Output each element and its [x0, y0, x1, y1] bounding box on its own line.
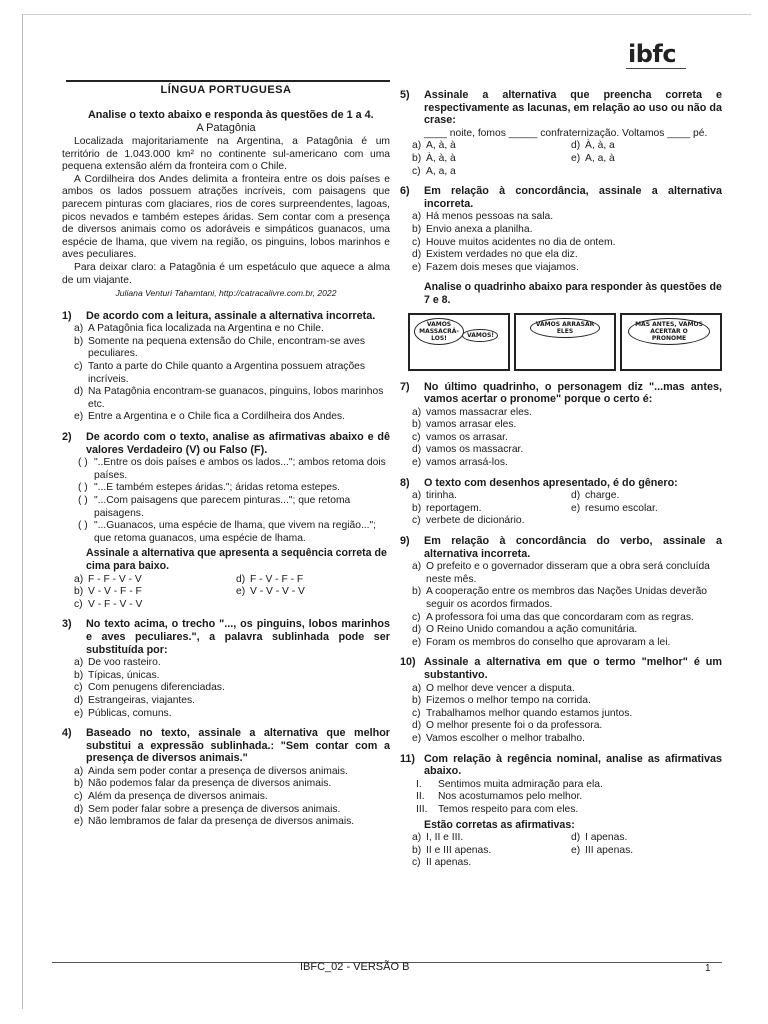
- option[interactable]: b) Envio anexa a planilha.: [412, 223, 533, 235]
- option[interactable]: c) A, a, a: [412, 165, 456, 177]
- options-grid: [62, 574, 390, 612]
- option[interactable]: e) III apenas.: [571, 844, 634, 856]
- passage-paragraph: Para deixar claro: a Patagônia é um espetáculo que aquece a alma de um viajante.: [62, 261, 390, 286]
- question-number: 1): [62, 309, 72, 322]
- option[interactable]: e) Fazem dois meses que viajamos.: [412, 261, 579, 273]
- option[interactable]: c) V - F - V - V: [74, 598, 143, 610]
- question-8: [400, 477, 722, 528]
- question-text: Assinale a alternativa em que o termo "melhor" é um substantivo.: [424, 656, 722, 681]
- question-text: No último quadrinho, o personagem diz "...mas antes, vamos acertar o pronome" porque o certo é:: [424, 380, 722, 406]
- statement: ( ) "...E também estepes áridas."; áridas retoma estepes.: [78, 482, 340, 494]
- footer-version: IBFC_02 - VERSÃO B: [300, 961, 410, 973]
- option[interactable]: a) Há menos pessoas na sala.: [412, 211, 554, 223]
- passage-title: A Patagônia: [196, 122, 256, 135]
- question-number: 7): [400, 380, 410, 393]
- speech-bubble: VAMOS!: [462, 329, 498, 342]
- option[interactable]: e) Públicas, comuns.: [74, 707, 172, 719]
- option[interactable]: a) A Patagônia fica localizada na Argentina e no Chile.: [74, 323, 324, 335]
- question-number: 8): [400, 476, 410, 489]
- option[interactable]: b) Fizemos o melhor tempo na corrida.: [412, 695, 591, 707]
- question-5: [400, 89, 722, 178]
- option[interactable]: c) Trabalhamos melhor quando estamos juntos.: [412, 707, 633, 719]
- option[interactable]: e) Vamos escolher o melhor trabalho.: [412, 732, 585, 744]
- question-10: [400, 656, 722, 745]
- option[interactable]: d) F - V - F - F: [236, 573, 304, 585]
- option[interactable]: a) Ainda sem poder contar a presença de diversos animais.: [74, 765, 348, 777]
- question-2: [62, 431, 390, 611]
- option[interactable]: a) De voo rasteiro.: [74, 657, 161, 669]
- question-number: 10): [400, 656, 416, 669]
- statement: ( ) "..Entre os dois países e ambos os lados..."; ambos retoma dois países.: [78, 457, 386, 481]
- option[interactable]: d) À, à, a: [571, 140, 615, 152]
- option[interactable]: c) Além da presença de diversos animais.: [74, 791, 268, 803]
- question-number: 3): [62, 618, 72, 631]
- statement: II. Nos acostumamos pelo melhor.: [416, 791, 583, 803]
- question-3: [62, 618, 390, 720]
- question-text: No texto acima, o trecho "..., os pinguins, lobos marinhos e aves peculiares.", a palavra sublinhada pode ser substituída por:: [86, 618, 390, 656]
- question-number: 9): [400, 535, 410, 548]
- question-11: [400, 753, 722, 870]
- passage-paragraph: A Cordilheira dos Andes delimita a fronteira entre os dois países e ambos os lados possuem atrações incríveis, com paisagens que parecem pinturas com glaciares, rios de cores surpreendentes, lagoas, picos nevados e também estepes áridas. Sem contar com a presença de diversos animais como os adoráveis e simpáticos guanacos, uma espécie de lhama, que vivem na região, os pinguins, lobos marinhos e aves peculiares.: [62, 173, 390, 261]
- option[interactable]: a) I, II e III.: [412, 832, 464, 844]
- question-number: 5): [400, 89, 410, 101]
- option[interactable]: b) A cooperação entre os membros das Nações Unidas deverão seguir os acordos firmados.: [412, 586, 708, 610]
- logo-underline: [626, 68, 686, 69]
- statement: I. Sentimos muita admiração para ela.: [416, 778, 603, 790]
- question-text: Assinale a alternativa que preencha correta e respectivamente as lacunas, em relação ao uso ou não da crase:: [424, 89, 722, 127]
- option[interactable]: d) I apenas.: [571, 832, 628, 844]
- option[interactable]: b) reportagem.: [412, 502, 482, 514]
- question-1: [62, 310, 390, 424]
- statement: ( ) "...Guanacos, uma espécie de lhama, que vivem na região..."; que retoma guanacos, uma espécie de lhama.: [78, 520, 377, 544]
- speech-bubble: MAS ANTES, VAMOS ACERTAR O PRONOME: [628, 318, 710, 345]
- option[interactable]: c) Tanto a parte do Chile quanto a Argentina possuem atrações incríveis.: [74, 361, 366, 385]
- option[interactable]: a) F - F - V - V: [74, 573, 142, 585]
- page-number: 1: [705, 963, 711, 974]
- question-7: [400, 381, 722, 470]
- ibfc-logo: ibfc: [628, 40, 677, 68]
- subject-title: LÍNGUA PORTUGUESA: [160, 84, 292, 96]
- question-number: 2): [62, 431, 72, 444]
- left-column: [62, 84, 390, 836]
- question-number: 11): [400, 752, 416, 765]
- option[interactable]: e) Entre a Argentina e o Chile fica a Cordilheira dos Andes.: [74, 411, 346, 423]
- option[interactable]: a) O melhor deve vencer a disputa.: [412, 682, 575, 694]
- option[interactable]: e) vamos arrasá-los.: [412, 457, 508, 469]
- question-number: 4): [62, 727, 72, 740]
- option[interactable]: b) Não podemos falar da presença de diversos animais.: [74, 778, 332, 790]
- comic-instruction: Analise o quadrinho abaixo para responder às questões de 7 e 8.: [424, 281, 722, 306]
- option[interactable]: d) Na Patagônia encontram-se guanacos, pinguins, lobos marinhos etc.: [74, 386, 384, 410]
- option[interactable]: e) A, a, à: [571, 152, 615, 164]
- option[interactable]: b) II e III apenas.: [412, 844, 492, 856]
- option[interactable]: e) Foram os membros do conselho que aprovaram a lei.: [412, 636, 671, 648]
- option[interactable]: a) O prefeito e o governador disseram que a obra será concluída neste mês.: [412, 561, 710, 585]
- comic-strip: [408, 313, 722, 371]
- passage-paragraph: Localizada majoritariamente na Argentina, a Patagônia é um território de 1.043.000 km² no continente sul-americano com uma pequena extensão além da fronteira com o Chile.: [62, 135, 390, 173]
- option[interactable]: b) Somente na pequena extensão do Chile, encontram-se aves peculiares.: [74, 335, 366, 360]
- comic-panel-1: [408, 313, 510, 371]
- option[interactable]: c) vamos os arrasar.: [412, 431, 508, 443]
- option[interactable]: d) O Reino Unido comandou a ação comunitária.: [412, 624, 638, 636]
- option[interactable]: d) Existem verdades no que ela diz.: [412, 249, 578, 261]
- question-text: Com relação à regência nominal, analise as afirmativas abaixo.: [424, 752, 722, 778]
- passage-instruction: Analise o texto abaixo e responda às questões de 1 a 4.: [88, 108, 374, 121]
- option[interactable]: a) tirinha.: [412, 490, 457, 502]
- option[interactable]: c) A professora foi uma das que concordaram com as regras.: [412, 611, 694, 623]
- option[interactable]: c) II apenas.: [412, 857, 472, 869]
- question-6: [400, 185, 722, 274]
- option[interactable]: c) verbete de dicionário.: [412, 515, 525, 527]
- option[interactable]: e) V - V - V - V: [236, 586, 305, 598]
- speech-bubble: VAMOS ARRASAR ELES: [530, 318, 600, 338]
- option[interactable]: b) À, à, à: [412, 152, 456, 164]
- option[interactable]: c) Com penugens diferenciadas.: [74, 682, 225, 694]
- question-text: Baseado no texto, assinale a alternativa que melhor substitui a expressão sublinhada.: "Sem contar com a presença de diversos animais.": [86, 727, 390, 765]
- options-grid: [400, 490, 722, 528]
- question-text: O texto com desenhos apresentado, é do gênero:: [424, 476, 678, 489]
- right-column: [400, 89, 722, 877]
- question-text: De acordo com o texto, analise as afirmativas abaixo e dê valores Verdadeiro (V) ou Falso (F).: [86, 431, 390, 456]
- option[interactable]: b) V - V - F - F: [74, 586, 142, 598]
- question-number: 6): [400, 185, 410, 198]
- question-subprompt: Estão corretas as afirmativas:: [424, 818, 575, 831]
- header-rule: [66, 80, 390, 82]
- option[interactable]: a) A, à, à: [412, 140, 456, 152]
- option[interactable]: c) Houve muitos acidentes no dia de ontem.: [412, 236, 616, 248]
- comic-panel-3: [620, 313, 722, 371]
- option[interactable]: b) vamos arrasar eles.: [412, 419, 517, 431]
- question-text: De acordo com a leitura, assinale a alternativa incorreta.: [86, 309, 376, 322]
- option[interactable]: d) Sem poder falar sobre a presença de diversos animais.: [74, 803, 341, 815]
- options-grid: [400, 832, 722, 870]
- option[interactable]: d) Estrangeiras, viajantes.: [74, 694, 196, 706]
- comic-panel-2: [514, 313, 616, 371]
- option[interactable]: a) vamos massacrar eles.: [412, 406, 532, 418]
- speech-bubble: VAMOS MASSACRÁ-LOS!: [414, 318, 464, 345]
- question-text: Em relação à concordância do verbo, assinale a alternativa incorreta.: [424, 535, 722, 560]
- option[interactable]: d) vamos os massacrar.: [412, 444, 524, 456]
- option[interactable]: d) charge.: [571, 490, 620, 502]
- fill-in-sentence: ____ noite, fomos _____ confraternização. Voltamos ____ pé.: [424, 127, 708, 139]
- option[interactable]: e) resumo escolar.: [571, 502, 658, 514]
- passage-source: Juliana Venturi Tahamtani, http://catracalivre.com.br, 2022: [115, 288, 337, 299]
- statement: III. Temos respeito para com eles.: [416, 803, 579, 815]
- question-4: [62, 727, 390, 829]
- question-9: [400, 535, 722, 649]
- statement: ( ) "...Com paisagens que parecem pinturas..."; que retoma paisagens.: [78, 495, 351, 519]
- option[interactable]: b) Típicas, únicas.: [74, 669, 160, 681]
- question-subprompt: Assinale a alternativa que apresenta a sequência correta de cima para baixo.: [86, 547, 387, 572]
- option[interactable]: e) Não lembramos de falar da presença de diversos animais.: [74, 816, 355, 828]
- option[interactable]: d) O melhor presente foi o da professora.: [412, 720, 603, 732]
- question-text: Em relação à concordância, assinale a alternativa incorreta.: [424, 185, 722, 210]
- options-grid: [400, 140, 722, 178]
